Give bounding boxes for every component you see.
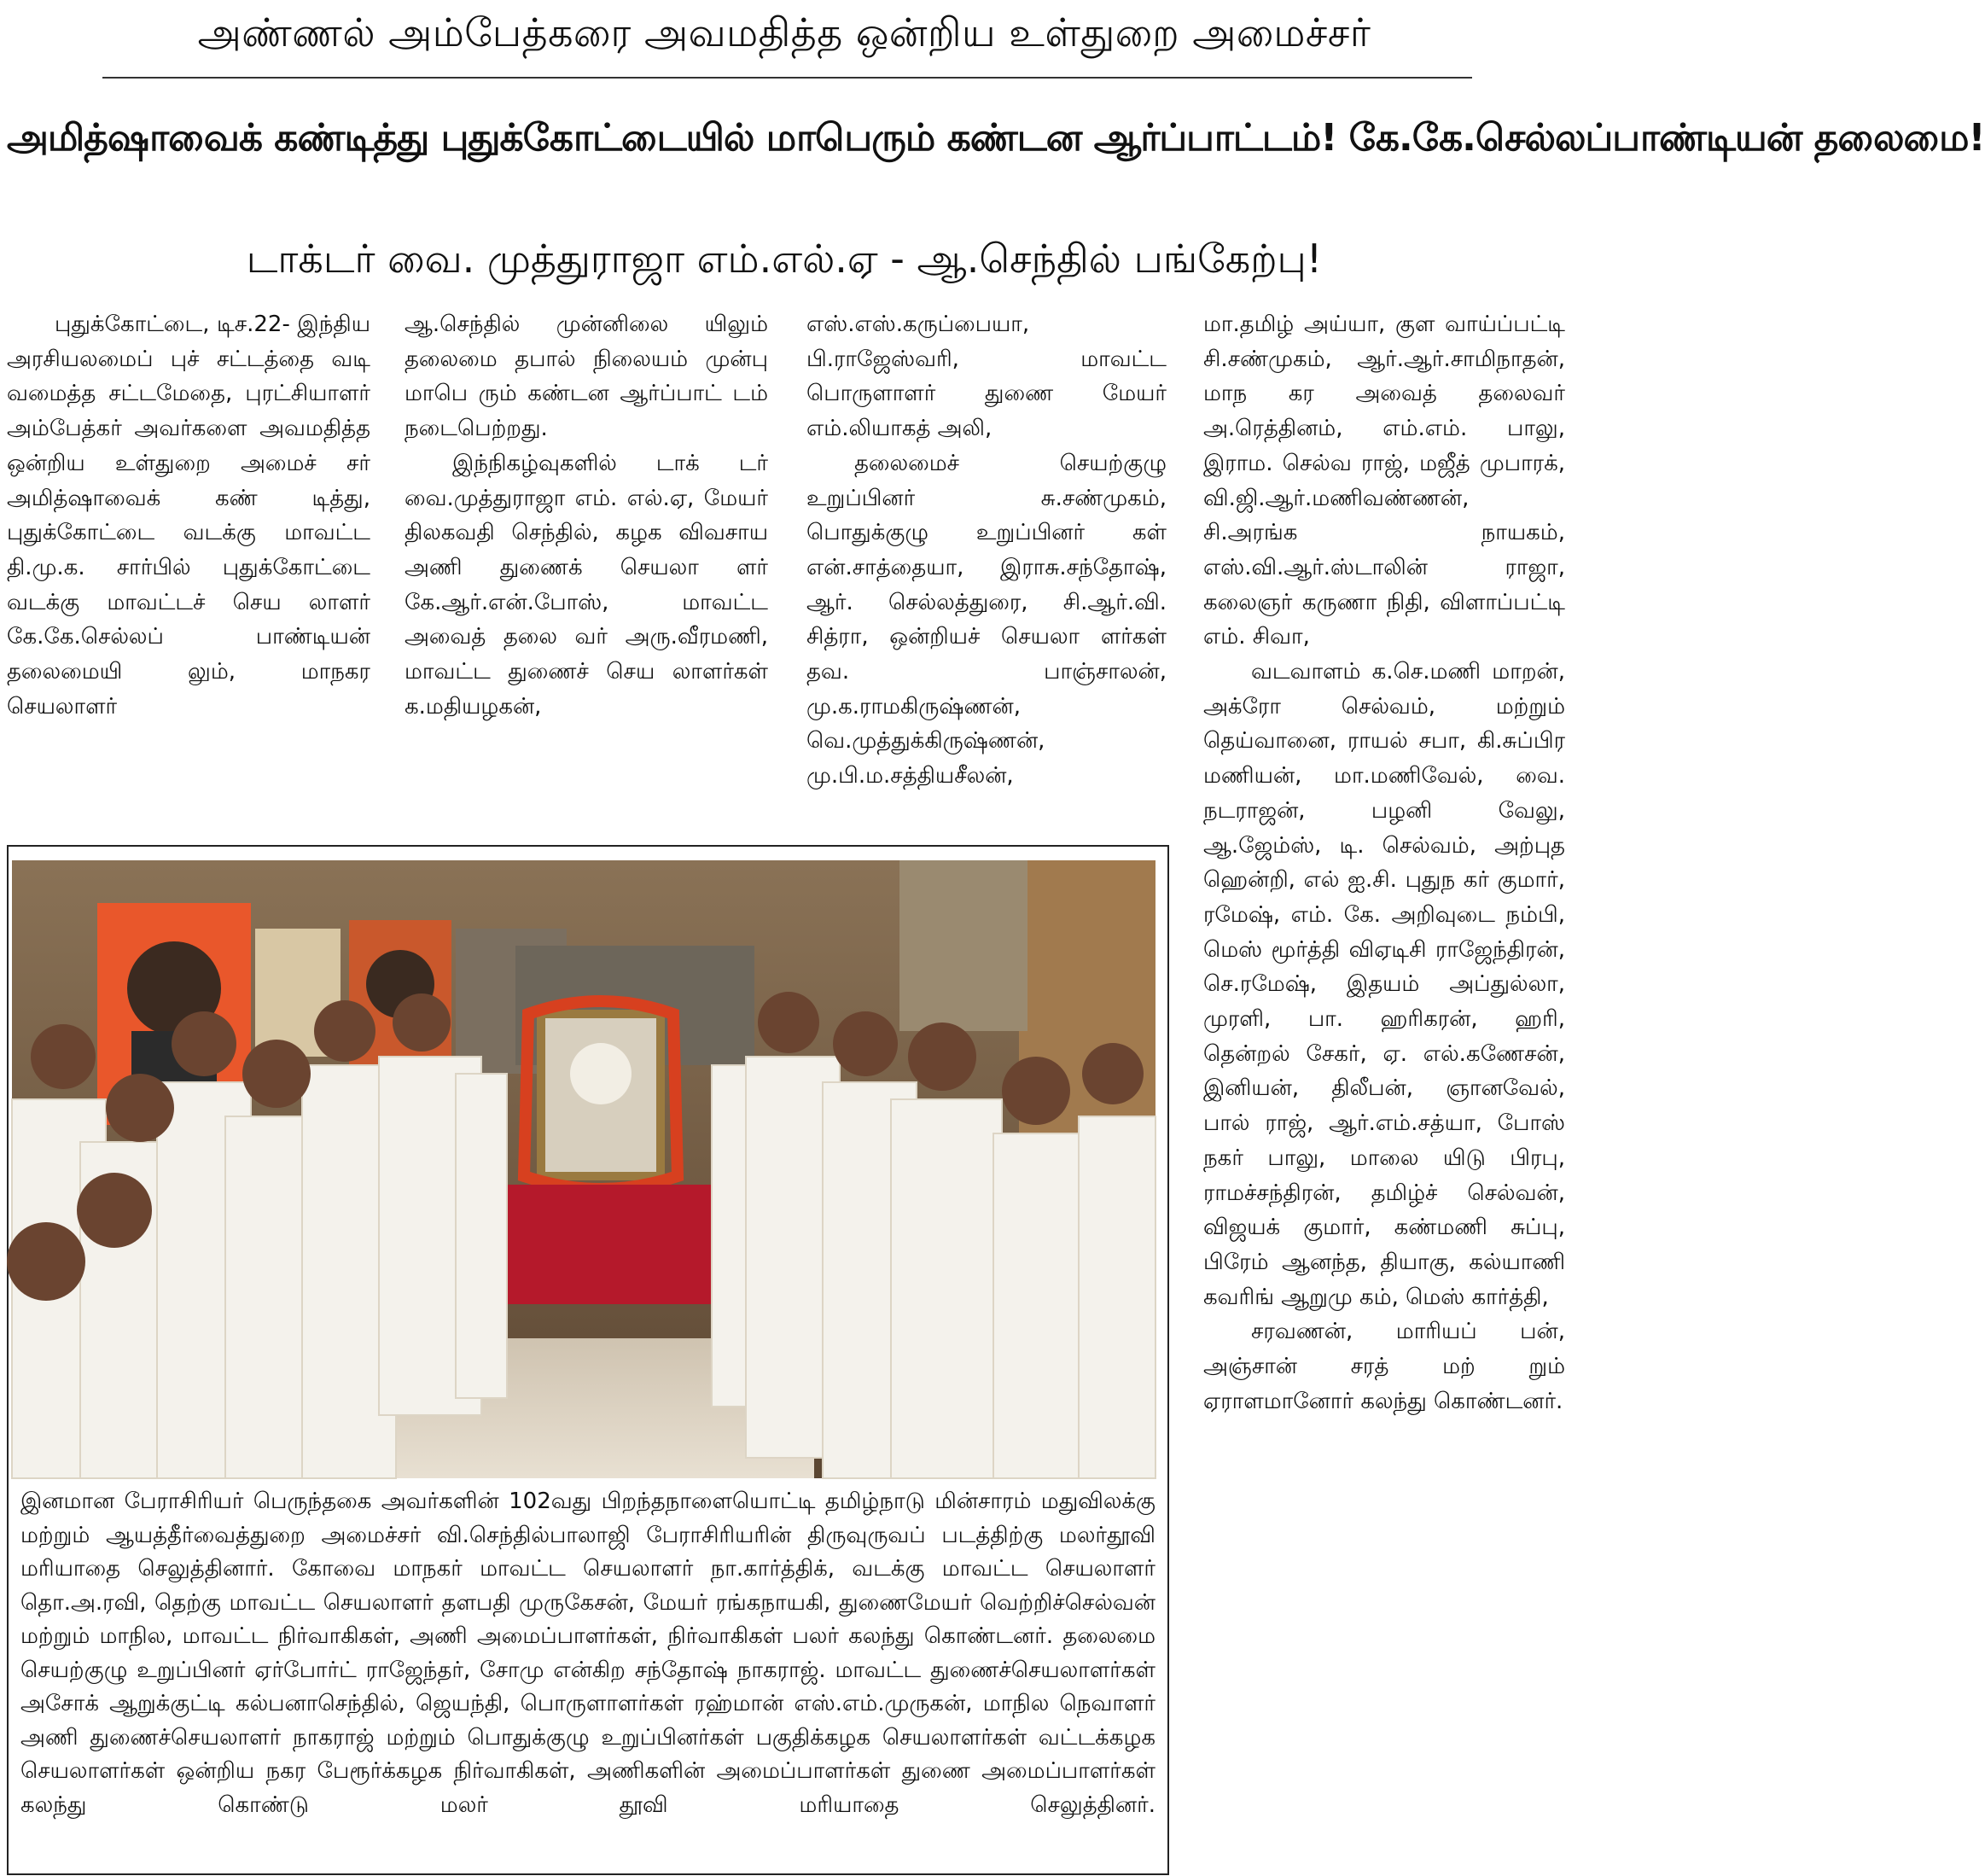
photo-caption: இனமான பேராசிரியர் பெருந்தகை அவர்களின் 102வது பிறந்தநாளையொட்டி தமிழ்நாடு மின்சாரம் மதுவிலக்கு மற்றும் ஆயத்தீர்வைத்துறை அமைச்சர் வி.செந்தில்பாலாஜி பேராசிரியரின் திருவுருவப் படத்திற்கு மலர்தூவி மரியாதை செலுத்தினார். கோவை மாநகர் மாவட்ட செயலாளர் நா.கார்த்திக், வடக்கு மாவட்ட செயலாளர் தொ.அ.ரவி, தெற்கு மாவட்ட செயலாளர் தளபதி முருகேசன், மேயர் ரங்கநாயகி, துணைமேயர் வெற்றிச்செல்வன் மற்றும் மாநில, மாவட்ட நிர்வாகிகள், அணி அமைப்பாளர்கள், நிர்வாகிகள் பலர் கலந்து கொண்டனர். தலைமை செயற்குழு உறுப்பினர் ஏர்போர்ட் ராஜேந்தர், சோமு என்கிற சந்தோஷ் நாகராஜ். மாவட்ட துணைச்செயலாளர்கள் அசோக் ஆறுக்குட்டி கல்பனாசெந்தில், ஜெயந்தி, பொருளாளர்கள் ரஹ்மான் எஸ்.எம்.முருகன், மாநில நெவாளர் அணி துணைச்செயலாளர் நாகராஜ் மற்றும் பொதுக்குழு உறுப்பினர்கள் பகுதிக்கழக செயலாளர்கள் வட்டக்கழக செயலாளர்கள் ஒன்றிய நகர பேரூர்க்கழக நிர்வாகிகள், அணிகளின் அமைப்பாளர்கள் துணை அமைப்பாளர்கள் கலந்து கொண்டு மலர் தூவி மரியாதை செலுத்தினர்.: [20, 1489, 1155, 1818]
article-column-3: [806, 307, 1167, 794]
article-column-2: [405, 307, 768, 724]
article-column-4: [1203, 307, 1565, 1419]
column-text: ஆ.செந்தில் முன்னிலை யிலும் தலைமை தபால் நிலையம் முன்பு மாபெ ரும் கண்டன ஆர்ப்பாட் டம் நடைபெற்றது.: [405, 312, 768, 442]
main-headline: அமித்ஷாவைக் கண்டித்து புதுக்கோட்டையில் மாபெரும் கண்டன ஆர்ப்பாட்டம்! கே.கே.செல்லப்பாண்டியன் தலைமை!: [7, 116, 1985, 160]
photo-illustration: [12, 860, 1155, 1478]
column-text: தலைமைச் செயற்குழு உறுப்பினர் சு.சண்முகம், பொதுக்குழு உறுப்பினர் கள் என்.சாத்தையா, இராசு.சந்தோஷ், ஆர். செல்லத்துரை, சி.ஆர்.வி. சித்ரா, ஒன்றியச் செயலா ளர்கள் தவ. பாஞ்சாலன், மு.க.ராமகிருஷ்ணன், வெ.முத்துக்கிருஷ்ணன், மு.பி.ம.சத்தியசீலன்,: [806, 450, 1167, 789]
column-text: எஸ்.எஸ்.கருப்பையா, பி.ராஜேஸ்வரி, மாவட்ட பொருளாளர் துணை மேயர் எம்.லியாகத் அலி,: [806, 312, 1167, 442]
column-text: மா.தமிழ் அய்யா, குள வாய்ப்பட்டி சி.சண்முகம், ஆர்.ஆர்.சாமிநாதன், மாந கர அவைத் தலைவர் அ.ரெத்தினம், எம்.எம். பாலு, இராம. செல்வ ராஜ், மஜீத் முபாரக், வி.ஜி.ஆர்.மணிவண்ணன், சி.அரங்க நாயகம், எஸ்.வி.ஆர்.ஸ்டாலின் ராஜா, கலைஞர் கருணா நிதி, விளாப்பட்டி எம். சிவா,: [1203, 312, 1565, 650]
kicker-headline: அண்ணல் அம்பேத்கரை அவமதித்த ஒன்றிய உள்துறை அமைச்சர்: [197, 9, 1371, 55]
article-column-1: [7, 307, 370, 724]
column-text: வடவாளம் க.செ.மணி மாறன், அக்ரோ செல்வம், மற்றும் தெய்வானை, ராயல் சபா, கி.சுப்பிர மணியன், மா.மணிவேல், வை. நடராஜன், பழனி வேலு, ஆ.ஜேம்ஸ், டி. செல்வம், அற்புத ஹென்றி, எல் ஐ.சி. புதுந கர் குமார், ரமேஷ், எம். கே. அறிவுடை நம்பி, மெஸ் மூர்த்தி விஏடிசி ராஜேந்திரன், செ.ரமேஷ், இதயம் அப்துல்லா, முரளி, பா. ஹரிகரன், ஹரி, தென்றல் சேகர், ஏ. எல்.கணேசன், இனியன், திலீபன், ஞானவேல், பால் ராஜ், ஆர்.எம்.சத்யா, போஸ் நகர் பாலு, மாலை யிடு பிரபு, ராமச்சந்திரன், தமிழ்ச் செல்வன், விஜயக் குமார், கண்மணி சுப்பு, பிரேம் ஆனந்த, தியாகு, கல்யாணி கவரிங் ஆறுமு கம், மெஸ் கார்த்தி,: [1203, 659, 1565, 1310]
subheadline: டாக்டர் வை. முத்துராஜா எம்.எல்.ஏ - ஆ.செந்தில் பங்கேற்பு!: [246, 236, 1323, 282]
column-text: புதுக்கோட்டை, டிச.22- இந்திய அரசியலமைப் புச் சட்டத்தை வடி வமைத்த சட்டமேதை, புரட்சியாளர் அம்பேத்கர் அவர்களை அவமதித்த ஒன்றிய உள்துறை அமைச் சர் அமித்ஷாவைக் கண் டித்து, புதுக்கோட்டை வடக்கு மாவட்ட தி.மு.க. சார்பில் புதுக்கோட்டை வடக்கு மாவட்டச் செய லாளர் கே.கே.செல்லப் பாண்டியன் தலைமையி லும், மாநகர செயலாளர்: [7, 312, 370, 720]
column-text: இந்நிகழ்வுகளில் டாக் டர் வை.முத்துராஜா எம். எல்.ஏ, மேயர் திலகவதி செந்தில், கழக விவசாய அணி துணைக் செயலா ளர் கே.ஆர்.என்.போஸ், மாவட்ட அவைத் தலை வர் அரு.வீரமணி, மாவட்ட துணைச் செய லாளர்கள் க.மதியழகன்,: [405, 450, 768, 720]
news-photo: [12, 860, 1155, 1478]
divider: [102, 77, 1472, 79]
column-text: சரவணன், மாரியப் பன், அஞ்சான் சரத் மற் றும் ஏராளமானோர் கலந்து கொண்டனர்.: [1203, 1319, 1565, 1414]
